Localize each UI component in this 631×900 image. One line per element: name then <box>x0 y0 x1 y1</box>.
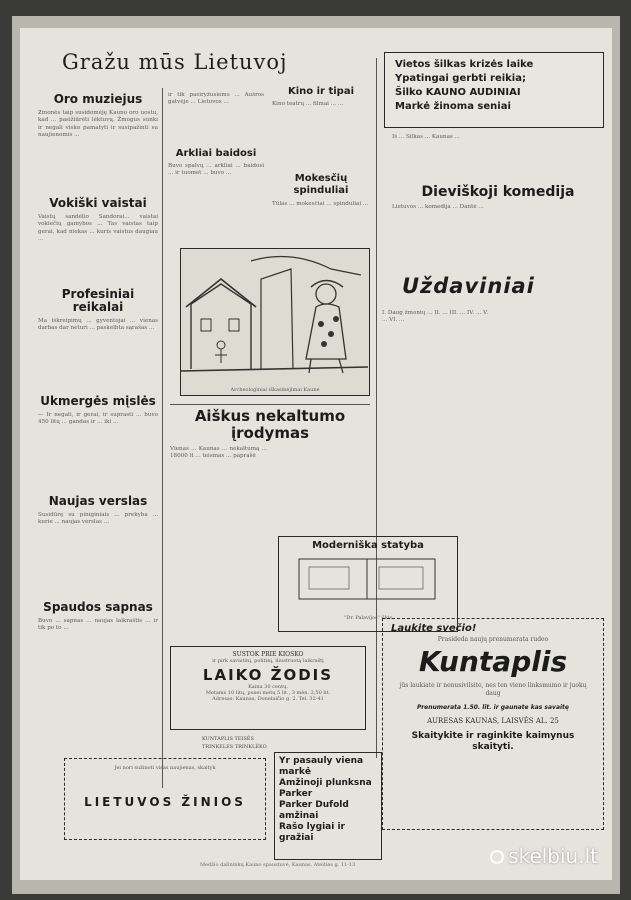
article-body: Buvo ... sapnas ... naujas laikraštis ... ir tik po to ... <box>38 618 158 632</box>
kuntaplis-title: Kuntaplis <box>418 645 568 678</box>
headline-moderniska-statyba: Moderniška statyba <box>312 540 424 551</box>
silk-ad-line: Vietos šilkas krizės laike <box>395 59 534 70</box>
kuntaplis-description: jūs laukiate ir nenusivilsite, nes ten vieno linksmumo ir juokų daug <box>399 682 587 697</box>
lietuvos-zinios-line: Jei nori sužinoti visas naujienas, skaityk <box>114 765 216 771</box>
parker-ad-line: Yr pasauly viena <box>279 756 364 766</box>
headline-profesiniai-reikalai: Profesiniai reikalai <box>61 287 135 314</box>
column-rule <box>162 88 163 788</box>
laiko-zodis-ad-box <box>170 646 366 730</box>
parker-ad-line: Parker Dufold <box>279 800 349 810</box>
parker-ad-box <box>274 752 382 860</box>
headline-oro-muziejus: Oro muziejus <box>53 92 143 106</box>
article-body: Kino teatrų ... filmai ... ... <box>272 101 344 107</box>
kuntaplis-subscription: Prenumerata 1.50. lit. ir gaunate kas savaitę <box>417 704 569 711</box>
laiko-zodis-line: Adresas: Kaunas, Donelaičio g. 2. Tel. 32-41 <box>212 696 324 702</box>
column-3 <box>272 86 370 217</box>
kuntaplis-ad-box <box>382 618 604 830</box>
laiko-zodis-line: ir pirk savaitinį, politinį, iliustruotą laikraštį <box>212 658 324 664</box>
headline-kino-ir-tipai: Kino ir tipai <box>287 86 355 97</box>
kuntaplis-address: AURESAS KAUNAS, LAISVĖS AL. 25 <box>427 717 559 725</box>
lietuvos-zinios-ad-box <box>64 758 266 840</box>
article-body: Vaistų sandėlio Sandorai... vaistai vokiečių gamybos ... Tas vaistas taip gerai, kad niekas ... kuris vaistus daugiau ... <box>38 214 158 243</box>
headline-mokesciu-spinduliai: Mokesčių spinduliai <box>293 173 349 196</box>
watermark-logo-icon <box>490 850 504 864</box>
laiko-zodis-line: SUSTOK PRIE KIOSKO <box>232 651 304 658</box>
headline-arkliai-baidosi: Arkliai baidosi <box>175 148 257 159</box>
kuntaplis-call-to-action: Skaitykite ir raginkite kaimynus skaityti. <box>411 731 575 752</box>
laiko-zodis-line: Metams 10 litų, pusei metų 5 lit., 3 mėn. 2,50 lit. <box>205 690 331 696</box>
site-watermark <box>490 844 598 868</box>
headline-naujas-verslas: Naujas verslas <box>48 494 148 508</box>
article-body: Buvo spalvų ... arkliai ... baidosi ... ir tuomet ... buvo ... <box>168 163 264 177</box>
uzdaviniai-header <box>402 274 535 304</box>
section-rule <box>170 404 370 405</box>
printer-imprint: Medžio dalininkų Kauno spaustuvė, Kaunas. Ateities g. 11-13 <box>200 862 356 868</box>
parker-ad-line: Amžinoji plunksna Parker <box>279 778 372 799</box>
article-body: Susidūrę su piniginiais ... prekyba ... kurie ... naujas verslas ... <box>38 512 158 526</box>
archaeology-cartoon-icon <box>181 249 368 383</box>
laiko-zodis-line: Kaina 30 centų. <box>248 684 288 690</box>
masthead-title: Gražu mūs Lietuvoj <box>62 50 288 74</box>
headline-spaudos-sapnas: Spaudos sapnas <box>43 600 153 614</box>
headline-vokiski-vaistai: Vokiški vaistai <box>49 196 147 210</box>
building-caption: "Dr. Palavijos" ūkis <box>344 615 392 621</box>
headline-aiskus-nekaltumo-irodymas: Aiškus nekaltumo įrodymas <box>194 407 346 442</box>
column-rule <box>376 58 377 758</box>
article-body: Tūlas ... mokesčiai ... spinduliai ... <box>272 201 369 207</box>
headline-dieviskoji-komedija: Dieviškoji komedija <box>421 184 575 200</box>
puzzles-body: I. Daug žmonių ... II. ... III. ... IV. ... V. ... VI. ... <box>382 310 488 324</box>
parker-ad-line: markė <box>279 767 311 777</box>
silk-ad-line: Ypatingai gerbti reikia; <box>395 73 526 84</box>
kuntaplis-subtitle: Prasideda naujų prenumerata rudeo <box>437 636 549 643</box>
parker-ad-text <box>275 753 381 847</box>
lietuvos-zinios-title: LIETUVOS ŽINIOS <box>84 795 246 809</box>
watermark-text: skelbiu.lt <box>508 844 598 868</box>
cartoon-illustration <box>180 248 370 396</box>
column-2 <box>168 92 264 229</box>
article-body: Vienas ... Kaunas ... nekaltumą ... 18000 lt ... teismas ... paprašė <box>170 446 267 460</box>
parker-ad-line: Rašo lygiai ir gražiai <box>279 822 345 843</box>
article-body: Iš ... Šilkas ... Kaunas ... <box>392 134 460 140</box>
silk-ad-text <box>385 53 603 119</box>
kuntaplis-trinkos: TRINKELES TRINKLĖKO <box>202 744 267 750</box>
kuntaplis-redakcija: KUNTAPLIS TEISĖS <box>202 736 254 742</box>
article-body: Žmonės taip susidomėję Kauno oro uostu, kad ... pasižiūrėti lėktuvų. Žmogus sunki ir negali visko pamatyti ir susipažinti su naujienomis ... <box>38 110 158 139</box>
silk-ad-box <box>384 52 604 128</box>
article-body: Lietuvos ... komedija ... Dantė ... <box>392 204 484 210</box>
headline-ukmerges-mysles: Ukmergės mįslės <box>40 394 156 408</box>
newspaper-page <box>20 28 612 880</box>
laiko-zodis-title: LAIKO ŽODIS <box>202 666 334 684</box>
parker-ad-line: amžinai <box>279 811 319 821</box>
kuntaplis-slogan: Laukite svečio! <box>391 623 477 634</box>
silk-ad-line: Šilko KAUNO AUDINIAI <box>395 87 521 98</box>
illustration-caption: Archeologiniai iškasinėjimai Kaune <box>230 387 320 393</box>
headline-uzdaviniai: Uždaviniai <box>402 274 535 298</box>
article-body: Ma iškreipimų ... gyventojai ... vienas darbas dar neturi ... paskelbta sąrašas ... <box>38 318 158 332</box>
silk-ad-line: Markė žinoma seniai <box>395 101 511 112</box>
column-1 <box>38 92 158 676</box>
article-body: — Ir negali, ir gerai, ir suprasti ... buvo 450 litų ... gandas ir ... iki ... <box>38 412 158 426</box>
article-body: ir tik pasiryžusiems ... Aušros gatvėje ... Lietuvos ... <box>168 92 264 106</box>
